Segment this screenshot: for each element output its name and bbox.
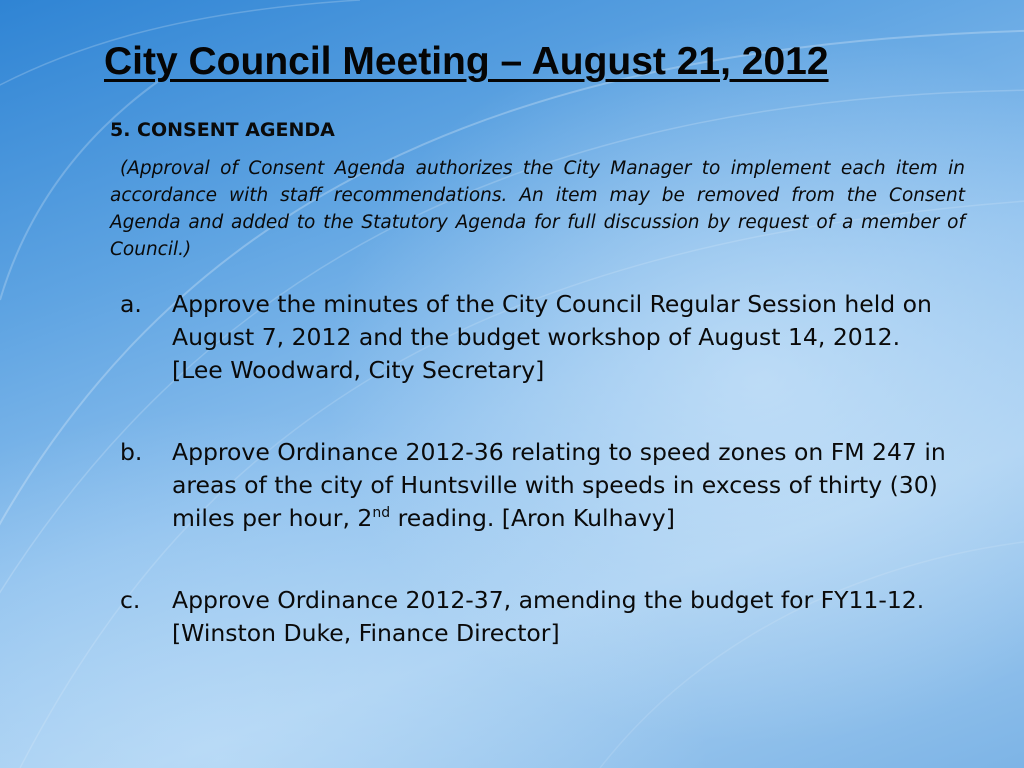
agenda-item-a — [120, 288, 950, 387]
agenda-item-text — [172, 438, 946, 532]
list-marker: c. — [120, 586, 141, 614]
agenda-item-text-part: reading. [Aron Kulhavy] — [390, 504, 675, 532]
consent-agenda-note: (Approval of Consent Agenda authorizes the City Manager to implement each item in accordance with staff recommendations. An item may be removed from the Consent Agenda and added to the Statutory Agenda for full discussion by request of a member of Council.) — [110, 158, 965, 260]
ordinal-superscript: nd — [372, 505, 391, 522]
agenda-item-b — [120, 436, 950, 535]
agenda-item-text-part: Approve Ordinance 2012-36 relating to speed zones on FM 247 in areas of the city of Huntsville with speeds in excess of thirty (30) miles per hour, 2 — [172, 438, 946, 532]
agenda-item-text: Approve the minutes of the City Council Regular Session held on August 7, 2012 and the budget workshop of August 14, 2012. [Lee Woodward, City Secretary] — [172, 290, 932, 384]
section-heading: 5. CONSENT AGENDA — [110, 119, 335, 141]
slide-title: City Council Meeting – August 21, 2012 — [104, 40, 829, 83]
agenda-item-text: Approve Ordinance 2012-37, amending the budget for FY11-12. [Winston Duke, Finance Director] — [172, 586, 925, 647]
agenda-item-c — [120, 584, 950, 650]
agenda-items-list — [120, 288, 950, 699]
list-marker: b. — [120, 438, 143, 466]
list-marker: a. — [120, 290, 142, 318]
